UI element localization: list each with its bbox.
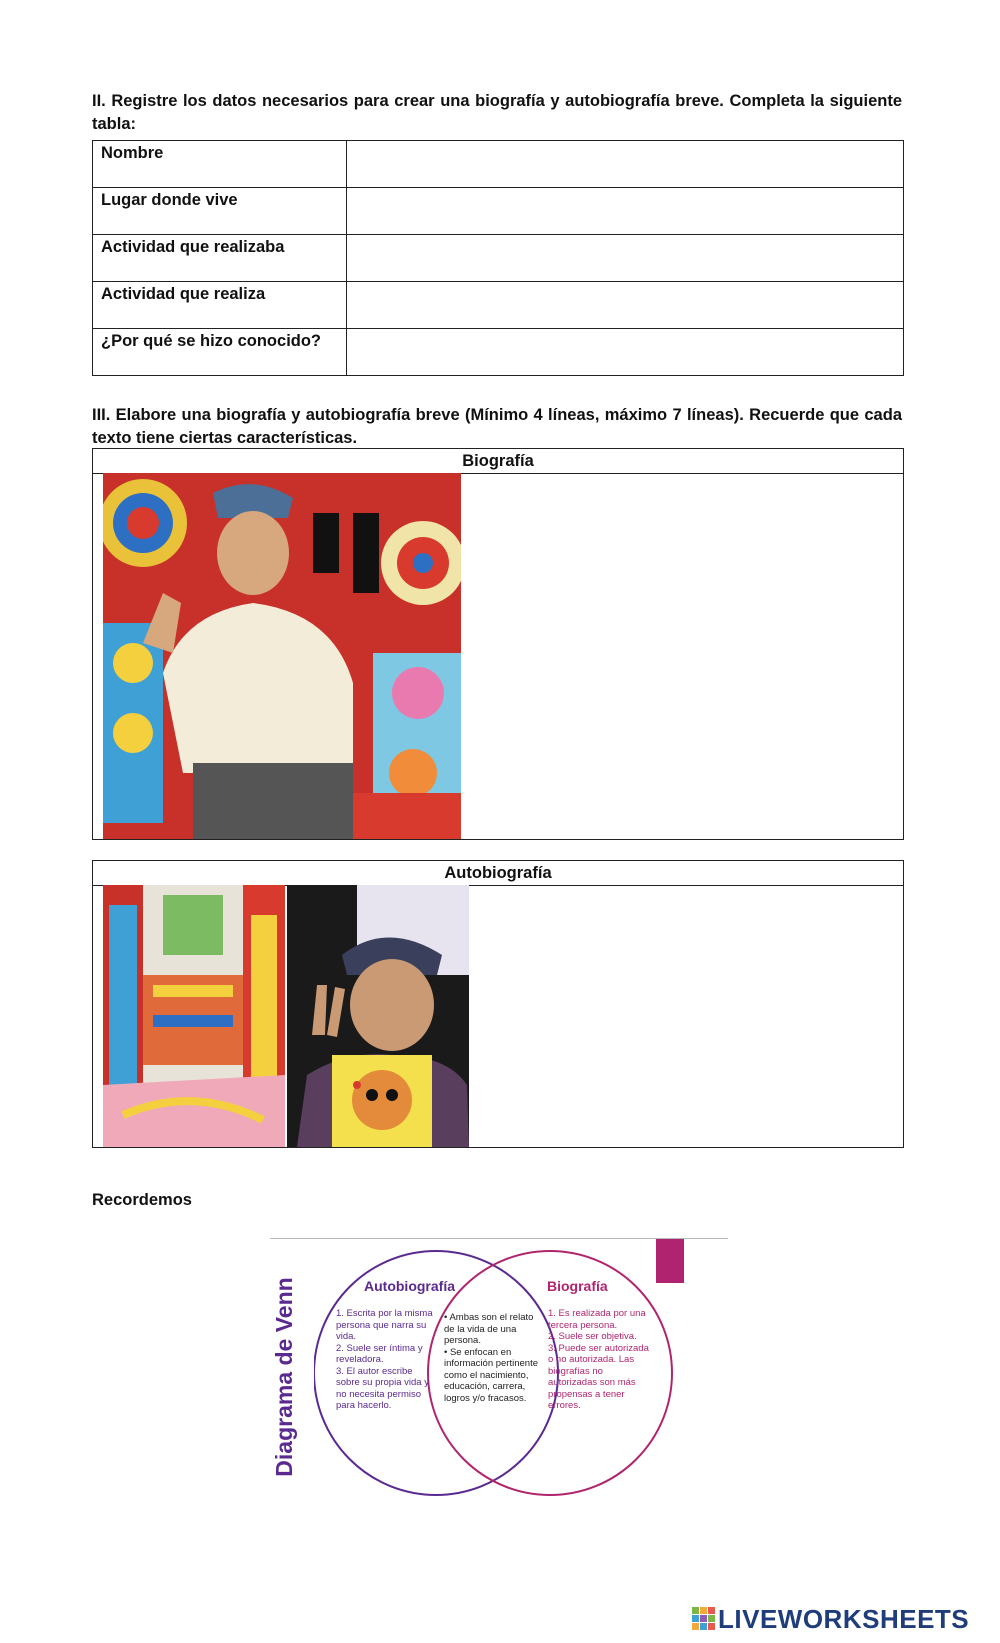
autobiografia-box [92,860,904,1148]
autobiografia-photo-1 [103,885,285,1147]
autobiografia-title: Autobiografía [93,861,903,886]
table-row [93,282,904,329]
venn-left-item: 3. El autor escribe sobre su propia vida y no necesita permiso para hacerlo. [336,1365,429,1411]
venn-left-title: Autobiografía [364,1278,455,1294]
row-answer-cell[interactable] [347,329,904,376]
venn-center-list [444,1312,540,1404]
table-row [93,188,904,235]
table-row [93,141,904,188]
row-label: Actividad que realiza [93,282,347,329]
venn-right-item: 2. Suele ser objetiva. [548,1331,637,1342]
section-3-instruction: III. Elabore una biografía y autobiografía breve (Mínimo 4 líneas, máximo 7 líneas). Recuerde que cada texto tiene ciertas características. [92,406,902,447]
biografia-title: Biografía [93,449,903,474]
liveworksheets-logo-icon [692,1607,716,1631]
section-2-instruction: II. Registre los datos necesarios para crear una biografía y autobiografía breve. Completa la siguiente tabla: [92,92,902,133]
row-label: ¿Por qué se hizo conocido? [93,329,347,376]
autobiografia-photo-2 [287,885,469,1147]
liveworksheets-logo-text: LIVEWORKSHEETS [718,1603,970,1634]
table-row [93,235,904,282]
row-answer-cell[interactable] [347,235,904,282]
biografia-photo [103,473,461,839]
biografia-box [92,448,904,840]
venn-center-item: • Se enfocan en información pertinente como el nacimiento, educación, carrera, logros y/o fracasos. [444,1346,538,1404]
venn-side-title-wrap [268,1252,302,1504]
venn-center-item: • Ambas son el relato de la vida de una persona. [444,1312,534,1346]
row-answer-cell[interactable] [347,282,904,329]
row-answer-cell[interactable] [347,188,904,235]
venn-right-title: Biografía [547,1278,608,1294]
data-table [92,140,904,376]
venn-right-item: 1. Es realizada por una tercera persona. [548,1308,646,1331]
venn-right-list [548,1308,652,1412]
table-row [93,329,904,376]
row-answer-cell[interactable] [347,141,904,188]
venn-left-item: 1. Escrita por la misma persona que narra su vida. [336,1308,433,1342]
venn-right-item: 3. Puede ser autorizada o no autorizada. Las biografías no autorizadas son más propensas a tener errores. [548,1342,649,1411]
row-label: Nombre [93,141,347,188]
recordemos-heading: Recordemos [92,1191,192,1209]
liveworksheets-logo[interactable] [692,1604,969,1634]
venn-diagram [314,1248,674,1498]
venn-left-item: 2. Suele ser íntima y reveladora. [336,1342,423,1365]
venn-side-title: Diagrama de Venn [271,1277,297,1477]
row-label: Lugar donde vive [93,188,347,235]
row-label: Actividad que realizaba [93,235,347,282]
venn-left-list [336,1308,434,1412]
